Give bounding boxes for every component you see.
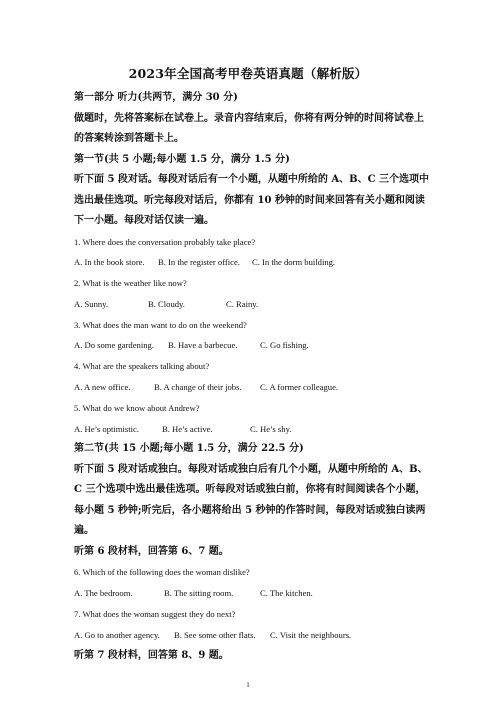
- option-a: A. Do some gardening.: [74, 340, 154, 351]
- question-stem: 2. What is the weather like now?: [74, 278, 187, 289]
- question-options: [74, 583, 432, 604]
- question-3: [74, 315, 432, 357]
- material-6-heading: 听第 6 段材料，回答第 6、7 题。: [74, 545, 229, 557]
- document-body: [74, 88, 432, 666]
- question-stem: 7. What does the woman suggest they do next?: [74, 609, 236, 620]
- question-6: [74, 562, 432, 604]
- part1-heading: 第一部分 听力(共两节，满分 30 分): [74, 92, 238, 103]
- question-2: [74, 273, 432, 315]
- option-a: A. Go to another agency.: [74, 629, 160, 640]
- section2-instructions: 听下面 5 段对话或独白。每段对话或独白后有几个小题，从题中所给的 A、B、C 三个选项中选出最佳选项。听每段对话或独白前，你将有时间阅读各个小题，每小题 5 秒钟;听完后，各小题将给出 5 秒钟的作答时间，每段对话或独白读两遍。: [74, 463, 428, 537]
- option-a: A. Sunny.: [74, 298, 109, 309]
- section2-heading: 第二节(共 15 小题;每小题 1.5 分，满分 22.5 分): [74, 443, 304, 455]
- option-a: A. In the book store.: [74, 257, 145, 268]
- question-options: [74, 625, 432, 646]
- option-b: B. Cloudy.: [148, 298, 185, 309]
- option-b: B. Have a barbecue.: [168, 340, 238, 351]
- page-title: 2023年全国高考甲卷英语真题（解析版）: [128, 66, 368, 81]
- question-options: [74, 294, 432, 315]
- option-c: C. He’s shy.: [250, 423, 292, 434]
- question-7: [74, 604, 432, 646]
- option-a: A. He’s optimistic.: [74, 423, 139, 434]
- option-c: C. Go fishing.: [260, 340, 309, 351]
- option-c: C. A former colleague.: [260, 382, 339, 393]
- question-stem: 5. What do we know about Andrew?: [74, 402, 200, 413]
- section1-heading: 第一节(共 5 小题;每小题 1.5 分，满分 1.5 分): [74, 153, 290, 165]
- option-c: C. Visit the neighbours.: [270, 629, 352, 640]
- option-c: C. The kitchen.: [260, 588, 313, 599]
- material-7-heading: 听第 7 段材料，回答第 8、9 题。: [74, 649, 229, 661]
- question-1: [74, 232, 432, 274]
- page-number: 1: [246, 681, 250, 689]
- option-b: B. A change of their jobs.: [154, 382, 242, 393]
- section1-instructions: 听下面 5 段对话。每段对话后有一个小题，从题中所给的 A、B、C 三个选项中选出最佳选项。听完每段对话后，你都有 10 秒钟的时间来回答有关小题和阅读下一小题。每段对话仅读一遍。: [74, 174, 430, 226]
- question-stem: 1. Where does the conversation probably take place?: [74, 236, 256, 247]
- option-b: B. See some other flats.: [174, 629, 256, 640]
- question-5: [74, 398, 432, 440]
- question-stem: 6. Which of the following does the woman dislike?: [74, 567, 250, 578]
- intro-text: 做题时，先将答案标在试卷上。录音内容结束后，你将有两分钟的时间将试卷上的答案转涂到答题卡上。: [74, 112, 424, 144]
- option-c: C. Rainy.: [226, 298, 259, 309]
- option-a: A. A new office.: [74, 382, 131, 393]
- question-options: [74, 377, 432, 398]
- option-c: C. In the dorm building.: [252, 257, 336, 268]
- question-options: [74, 335, 432, 356]
- question-stem: 4. What are the speakers talking about?: [74, 361, 210, 372]
- question-options: [74, 419, 432, 440]
- question-stem: 3. What does the man want to do on the weekend?: [74, 319, 247, 330]
- question-options: [74, 252, 432, 273]
- option-a: A. The bedroom.: [74, 588, 133, 599]
- option-b: B. He’s active.: [162, 423, 213, 434]
- option-b: B. In the register office.: [158, 257, 240, 268]
- option-b: B. The sitting room.: [164, 588, 234, 599]
- question-4: [74, 356, 432, 398]
